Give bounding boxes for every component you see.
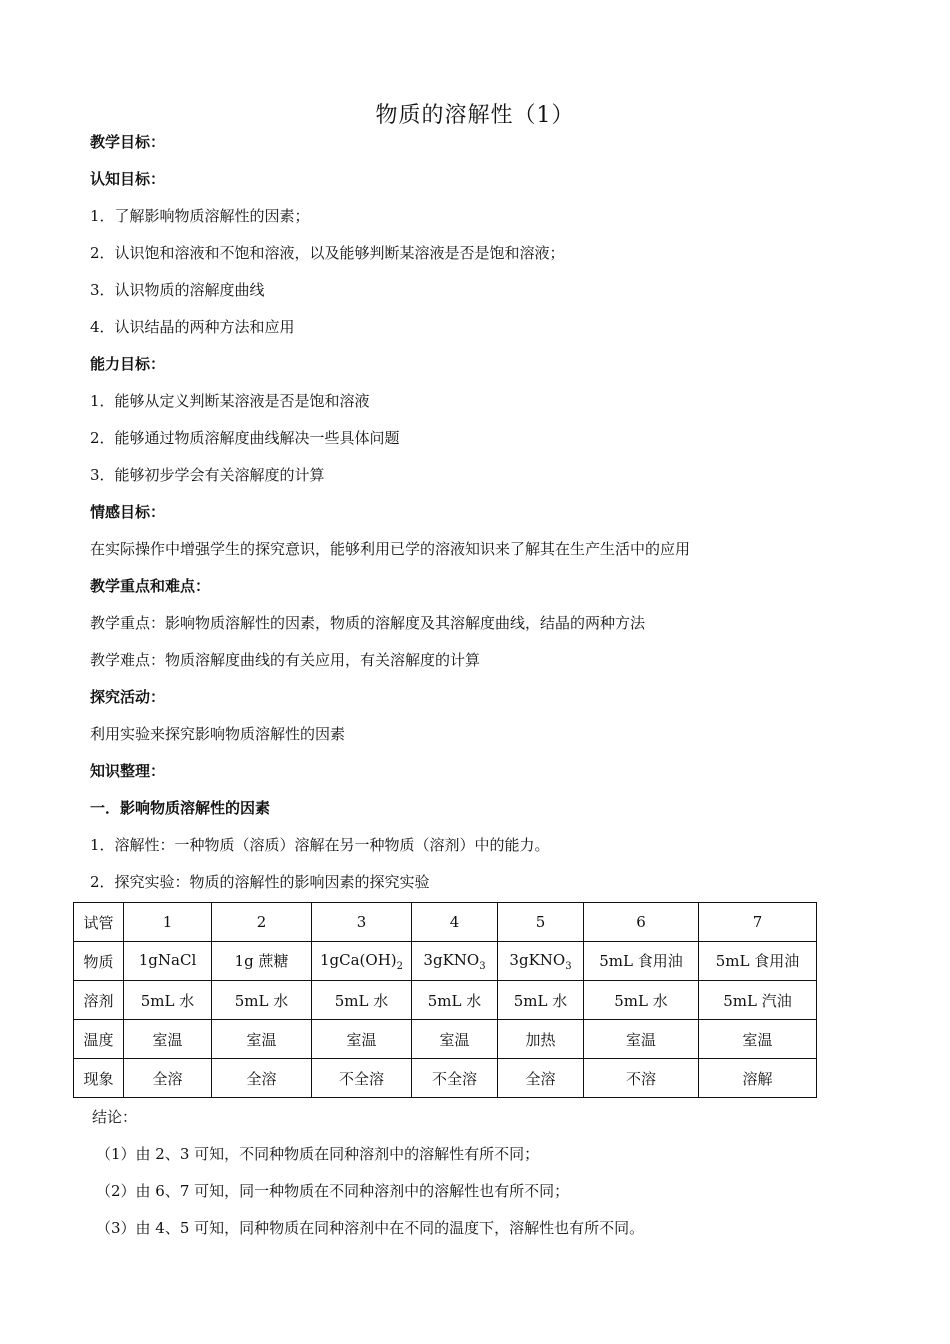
ability-item: 3．能够初步学会有关溶解度的计算 xyxy=(90,466,325,484)
substance-text: 3gKNO xyxy=(509,950,566,969)
row-header: 温度 xyxy=(74,1020,124,1059)
table-cell xyxy=(584,942,699,981)
table-cell: 5mL 水 xyxy=(584,981,699,1020)
conclusion-item: （2）由 6、7 可知，同一种物质在不同种溶剂中的溶解性也有所不同； xyxy=(96,1182,570,1200)
table-cell: 6 xyxy=(584,903,699,942)
table-cell: 全溶 xyxy=(212,1059,312,1098)
table-cell: 1 xyxy=(124,903,212,942)
subscript: 3 xyxy=(479,960,486,972)
table-cell: 溶解 xyxy=(699,1059,817,1098)
table-cell: 全溶 xyxy=(124,1059,212,1098)
knowledge-item: 1．溶解性：一种物质（溶质）溶解在另一种物质（溶剂）中的能力。 xyxy=(90,836,550,854)
table-cell: 室温 xyxy=(124,1020,212,1059)
table-cell xyxy=(699,942,817,981)
table-cell: 室温 xyxy=(412,1020,498,1059)
table-cell: 不全溶 xyxy=(412,1059,498,1098)
table-cell: 室温 xyxy=(699,1020,817,1059)
table-cell: 5mL 水 xyxy=(412,981,498,1020)
ability-item: 2．能够通过物质溶解度曲线解决一些具体问题 xyxy=(90,429,400,447)
conclusion-item: （3）由 4、5 可知，同种物质在同种溶剂中在不同的温度下，溶解性也有所不同。 xyxy=(96,1219,645,1237)
table-cell: 室温 xyxy=(584,1020,699,1059)
table-cell: 5mL 汽油 xyxy=(699,981,817,1020)
cognitive-item: 1．了解影响物质溶解性的因素； xyxy=(90,207,310,225)
table-cell: 7 xyxy=(699,903,817,942)
row-header: 现象 xyxy=(74,1059,124,1098)
table-cell: 5 xyxy=(498,903,584,942)
table-cell xyxy=(412,942,498,981)
row-header: 物质 xyxy=(74,942,124,981)
table-cell: 全溶 xyxy=(498,1059,584,1098)
table-row xyxy=(74,1059,817,1098)
key-points-heading: 教学重点和难点： xyxy=(90,577,211,595)
substance-text: 1g 蔗糖 xyxy=(234,951,289,970)
substance-text: 1gNaCl xyxy=(138,950,197,969)
table-cell xyxy=(212,942,312,981)
table-row xyxy=(74,942,817,981)
table-row xyxy=(74,903,817,942)
goals-heading: 教学目标： xyxy=(90,133,166,151)
cognitive-item: 3．认识物质的溶解度曲线 xyxy=(90,281,265,299)
row-header: 溶剂 xyxy=(74,981,124,1020)
ability-heading: 能力目标： xyxy=(90,355,166,373)
experiment-table xyxy=(73,902,817,1098)
subscript: 2 xyxy=(396,960,404,972)
page-title: 物质的溶解性（1） xyxy=(375,103,575,128)
subscript: 3 xyxy=(565,960,572,972)
table-cell: 4 xyxy=(412,903,498,942)
section-heading: 一．影响物质溶解性的因素 xyxy=(90,799,271,817)
table-cell: 室温 xyxy=(212,1020,312,1059)
ability-item: 1．能够从定义判断某溶液是否是饱和溶液 xyxy=(90,392,370,410)
table-cell: 5mL 水 xyxy=(498,981,584,1020)
activity-text: 利用实验来探究影响物质溶解性的因素 xyxy=(90,725,346,743)
cognitive-heading: 认知目标： xyxy=(90,170,166,188)
knowledge-heading: 知识整理： xyxy=(90,762,166,780)
table-cell: 5mL 水 xyxy=(124,981,212,1020)
conclusion-item: （1）由 2、3 可知，不同种物质在同种溶剂中的溶解性有所不同； xyxy=(96,1145,540,1163)
cognitive-item: 4．认识结晶的两种方法和应用 xyxy=(90,318,295,336)
substance-text: 3gKNO xyxy=(423,950,480,969)
table-cell: 不全溶 xyxy=(312,1059,412,1098)
table-row xyxy=(74,981,817,1020)
substance-text: 5mL 食用油 xyxy=(715,951,800,970)
table-cell: 室温 xyxy=(312,1020,412,1059)
focus-text: 教学重点：影响物质溶解性的因素，物质的溶解度及其溶解度曲线，结晶的两种方法 xyxy=(90,614,646,632)
table-cell: 5mL 水 xyxy=(312,981,412,1020)
row-header: 试管 xyxy=(74,903,124,942)
table-cell: 5mL 水 xyxy=(212,981,312,1020)
difficulty-text: 教学难点：物质溶解度曲线的有关应用，有关溶解度的计算 xyxy=(90,651,481,669)
knowledge-item: 2．探究实验：物质的溶解性的影响因素的探究实验 xyxy=(90,873,430,891)
table-cell: 2 xyxy=(212,903,312,942)
table-cell xyxy=(498,942,584,981)
substance-text: 5mL 食用油 xyxy=(599,951,683,970)
table-cell xyxy=(124,942,212,981)
activity-heading: 探究活动： xyxy=(90,688,166,706)
table-cell xyxy=(312,942,412,981)
cognitive-item: 2．认识饱和溶液和不饱和溶液，以及能够判断某溶液是否是饱和溶液； xyxy=(90,244,565,262)
table-cell: 不溶 xyxy=(584,1059,699,1098)
table-row xyxy=(74,1020,817,1059)
conclusion-heading: 结论： xyxy=(92,1108,138,1126)
substance-text: 1gCa(OH) xyxy=(319,950,397,969)
table-cell: 3 xyxy=(312,903,412,942)
emotion-heading: 情感目标： xyxy=(90,503,166,521)
table-cell: 加热 xyxy=(498,1020,584,1059)
emotion-text: 在实际操作中增强学生的探究意识，能够利用已学的溶液知识来了解其在生产生活中的应用 xyxy=(90,540,691,558)
